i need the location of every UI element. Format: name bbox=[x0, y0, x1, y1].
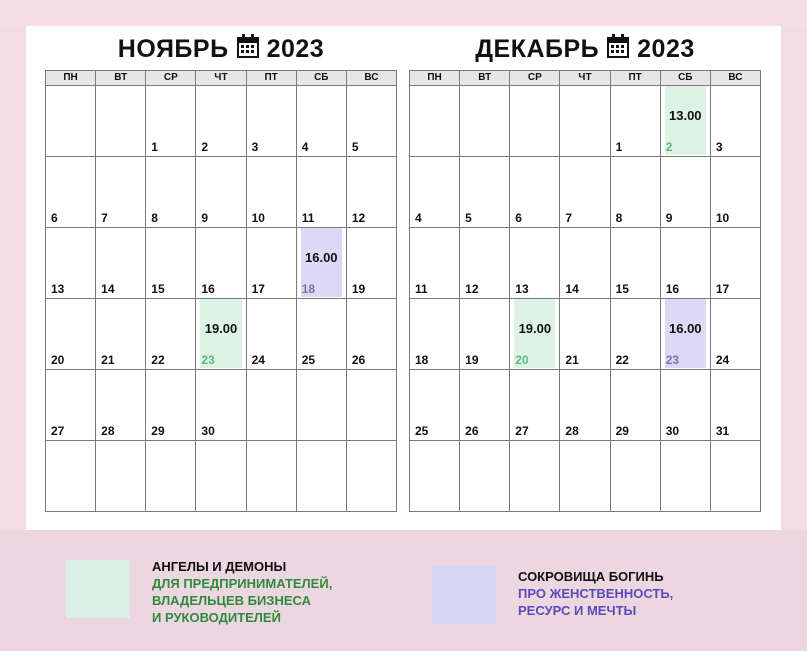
calendar-december bbox=[409, 26, 761, 512]
weekday-label: ПН bbox=[46, 71, 96, 85]
day-number: 12 bbox=[465, 282, 479, 296]
week-row bbox=[410, 370, 760, 441]
day-cell[interactable] bbox=[347, 228, 396, 298]
event-time: 13.00 bbox=[669, 108, 702, 123]
day-cell[interactable] bbox=[46, 441, 96, 511]
day-cell[interactable] bbox=[460, 86, 510, 156]
legend-title: АНГЕЛЫ И ДЕМОНЫ bbox=[152, 559, 287, 574]
week-row bbox=[46, 228, 396, 299]
day-cell[interactable] bbox=[711, 441, 760, 511]
weekday-label: ПТ bbox=[247, 71, 297, 85]
day-number: 11 bbox=[415, 282, 428, 296]
day-number: 20 bbox=[51, 353, 65, 367]
day-cell[interactable] bbox=[460, 157, 510, 227]
calendar-icon bbox=[237, 34, 259, 65]
day-cell[interactable] bbox=[510, 228, 560, 298]
legend-swatch-violet bbox=[432, 566, 496, 624]
day-cell[interactable] bbox=[560, 86, 610, 156]
day-number: 2 bbox=[201, 140, 209, 154]
day-number: 24 bbox=[715, 353, 730, 367]
day-cell[interactable] bbox=[347, 299, 396, 369]
day-cell[interactable] bbox=[711, 228, 760, 298]
day-number: 3 bbox=[715, 140, 723, 154]
day-number: 24 bbox=[251, 353, 265, 367]
day-cell[interactable] bbox=[347, 441, 396, 511]
day-cell[interactable] bbox=[247, 228, 297, 298]
month-name: НОЯБРЬ bbox=[117, 34, 229, 63]
day-cell[interactable] bbox=[410, 370, 460, 440]
day-cell[interactable] bbox=[460, 370, 510, 440]
day-cell[interactable] bbox=[611, 228, 661, 298]
day-cell[interactable] bbox=[46, 299, 96, 369]
day-cell[interactable] bbox=[247, 441, 297, 511]
day-number: 15 bbox=[615, 282, 629, 296]
day-number: 29 bbox=[151, 424, 165, 438]
day-number: 23 bbox=[201, 353, 215, 367]
day-cell[interactable] bbox=[46, 86, 96, 156]
day-number: 7 bbox=[565, 211, 573, 225]
day-cell[interactable] bbox=[247, 370, 297, 440]
day-cell[interactable] bbox=[560, 157, 610, 227]
month-year: 2023 bbox=[637, 34, 695, 63]
month-name: ДЕКАБРЬ bbox=[475, 34, 600, 63]
day-number: 1 bbox=[615, 140, 623, 154]
day-cell[interactable] bbox=[510, 157, 560, 227]
day-number: 19 bbox=[351, 282, 366, 296]
event-time: 16.00 bbox=[669, 321, 702, 336]
day-cell[interactable] bbox=[146, 299, 196, 369]
day-cell[interactable] bbox=[711, 157, 760, 227]
day-number: 23 bbox=[665, 353, 680, 367]
day-cell[interactable] bbox=[146, 86, 196, 156]
day-cell[interactable] bbox=[196, 370, 246, 440]
week-row bbox=[46, 370, 396, 441]
day-cell[interactable] bbox=[247, 157, 297, 227]
day-cell[interactable] bbox=[661, 370, 711, 440]
day-number: 27 bbox=[515, 424, 529, 438]
week-row bbox=[410, 441, 760, 511]
day-cell[interactable] bbox=[347, 370, 396, 440]
legend-line: И РУКОВОДИТЕЛЕЙ bbox=[152, 610, 281, 625]
day-cell[interactable] bbox=[196, 299, 246, 369]
day-number: 17 bbox=[251, 282, 265, 296]
day-cell[interactable] bbox=[96, 441, 146, 511]
weekday-header bbox=[46, 71, 396, 86]
day-number: 11 bbox=[301, 211, 315, 225]
day-number: 22 bbox=[615, 353, 629, 367]
day-cell[interactable] bbox=[661, 86, 711, 156]
day-cell[interactable] bbox=[711, 299, 760, 369]
event-time: 19.00 bbox=[518, 321, 552, 336]
day-cell[interactable] bbox=[297, 299, 347, 369]
day-cell[interactable] bbox=[96, 370, 146, 440]
calendar-icon bbox=[607, 34, 629, 65]
legend-entry-goddesses bbox=[518, 568, 673, 619]
day-number: 8 bbox=[615, 211, 623, 225]
day-number: 30 bbox=[665, 424, 680, 438]
day-cell[interactable] bbox=[510, 370, 560, 440]
day-cell[interactable] bbox=[297, 441, 347, 511]
month-title bbox=[45, 26, 397, 70]
day-cell[interactable] bbox=[297, 157, 347, 227]
day-number: 30 bbox=[201, 424, 215, 438]
day-cell[interactable] bbox=[460, 299, 510, 369]
day-number: 4 bbox=[415, 211, 422, 225]
day-cell[interactable] bbox=[410, 157, 460, 227]
day-number: 31 bbox=[715, 424, 730, 438]
calendar-november bbox=[45, 26, 397, 512]
day-cell[interactable] bbox=[46, 370, 96, 440]
weekday-label: СБ bbox=[661, 71, 711, 85]
day-number: 6 bbox=[51, 211, 58, 225]
day-cell[interactable] bbox=[46, 228, 96, 298]
day-cell[interactable] bbox=[560, 299, 610, 369]
day-number: 15 bbox=[151, 282, 165, 296]
day-cell[interactable] bbox=[347, 157, 396, 227]
calendar-grid bbox=[45, 70, 397, 512]
weekday-label: ЧТ bbox=[196, 71, 246, 85]
day-cell[interactable] bbox=[611, 86, 661, 156]
weekday-label: СР bbox=[146, 71, 196, 85]
day-cell[interactable] bbox=[611, 299, 661, 369]
week-row bbox=[46, 86, 396, 157]
day-cell[interactable] bbox=[96, 157, 146, 227]
top-band bbox=[0, 0, 807, 26]
day-number: 25 bbox=[415, 424, 429, 438]
day-cell[interactable] bbox=[510, 441, 560, 511]
day-cell[interactable] bbox=[560, 370, 610, 440]
weekday-label: ВТ bbox=[460, 71, 510, 85]
day-number: 13 bbox=[515, 282, 529, 296]
day-cell[interactable] bbox=[196, 228, 246, 298]
day-cell[interactable] bbox=[711, 370, 760, 440]
day-number: 10 bbox=[715, 211, 730, 225]
weekday-label: ВС bbox=[728, 72, 743, 83]
week-row bbox=[410, 228, 760, 299]
weekday-label: ПН bbox=[410, 71, 460, 85]
day-number: 9 bbox=[665, 211, 673, 225]
weekday-label: СР bbox=[510, 71, 560, 85]
day-cell[interactable] bbox=[247, 86, 297, 156]
weekday-label: ЧТ bbox=[560, 71, 610, 85]
day-cell[interactable] bbox=[297, 86, 347, 156]
day-cell[interactable] bbox=[460, 228, 510, 298]
day-number: 29 bbox=[615, 424, 629, 438]
calendar-page bbox=[26, 26, 781, 530]
event-time: 16.00 bbox=[305, 250, 338, 265]
day-cell[interactable] bbox=[661, 157, 711, 227]
legend-swatch-green bbox=[66, 560, 130, 618]
day-number: 10 bbox=[251, 211, 265, 225]
day-cell[interactable] bbox=[510, 86, 560, 156]
day-number: 14 bbox=[101, 282, 115, 296]
day-cell[interactable] bbox=[247, 299, 297, 369]
day-number: 7 bbox=[101, 211, 108, 225]
day-number: 3 bbox=[251, 140, 259, 154]
day-cell[interactable] bbox=[510, 299, 560, 369]
day-number: 16 bbox=[665, 282, 680, 296]
week-row bbox=[410, 157, 760, 228]
day-cell[interactable] bbox=[611, 441, 661, 511]
day-number: 26 bbox=[465, 424, 479, 438]
legend-line: ПРО ЖЕНСТВЕННОСТЬ, bbox=[518, 586, 674, 601]
legend-entry-angels bbox=[152, 558, 332, 626]
day-number: 4 bbox=[301, 140, 309, 154]
legend-line: ВЛАДЕЛЬЦЕВ БИЗНЕСА bbox=[152, 593, 311, 608]
day-cell[interactable] bbox=[196, 157, 246, 227]
month-year: 2023 bbox=[266, 34, 325, 63]
day-number: 21 bbox=[565, 353, 579, 367]
day-cell[interactable] bbox=[146, 157, 196, 227]
day-number: 28 bbox=[565, 424, 579, 438]
day-cell[interactable] bbox=[611, 370, 661, 440]
day-cell[interactable] bbox=[96, 299, 146, 369]
event-time: 19.00 bbox=[204, 321, 238, 336]
day-cell[interactable] bbox=[460, 441, 510, 511]
day-cell[interactable] bbox=[297, 228, 347, 298]
weekday-label: СБ bbox=[297, 71, 347, 85]
legend-line: РЕСУРС И МЕЧТЫ bbox=[518, 603, 637, 618]
day-number: 25 bbox=[301, 353, 316, 367]
day-cell[interactable] bbox=[297, 370, 347, 440]
day-number: 21 bbox=[101, 353, 115, 367]
day-cell[interactable] bbox=[661, 228, 711, 298]
day-cell[interactable] bbox=[611, 157, 661, 227]
day-number: 5 bbox=[465, 211, 472, 225]
calendar-grid bbox=[409, 70, 761, 512]
day-cell[interactable] bbox=[46, 157, 96, 227]
weekday-label: ВС bbox=[364, 72, 379, 83]
day-number: 12 bbox=[351, 211, 366, 225]
week-row bbox=[46, 441, 396, 511]
day-number: 19 bbox=[465, 353, 479, 367]
legend-line: ДЛЯ ПРЕДПРИНИМАТЕЛЕЙ, bbox=[152, 576, 333, 591]
day-cell[interactable] bbox=[661, 441, 711, 511]
day-cell[interactable] bbox=[410, 86, 460, 156]
day-number: 14 bbox=[565, 282, 579, 296]
day-number: 9 bbox=[201, 211, 209, 225]
day-cell[interactable] bbox=[410, 299, 460, 369]
day-number: 13 bbox=[51, 282, 65, 296]
day-cell[interactable] bbox=[560, 441, 610, 511]
day-cell[interactable] bbox=[711, 86, 760, 156]
day-number: 28 bbox=[101, 424, 115, 438]
day-number: 5 bbox=[351, 140, 359, 154]
weekday-header bbox=[410, 71, 760, 86]
weekday-label: ПТ bbox=[611, 71, 661, 85]
day-number: 2 bbox=[665, 140, 673, 154]
day-number: 18 bbox=[415, 353, 429, 367]
day-cell[interactable] bbox=[410, 441, 460, 511]
day-number: 20 bbox=[515, 353, 529, 367]
month-title bbox=[409, 26, 761, 70]
day-cell[interactable] bbox=[347, 86, 396, 156]
day-number: 27 bbox=[51, 424, 65, 438]
weekday-label: ВТ bbox=[96, 71, 146, 85]
day-number: 1 bbox=[151, 140, 158, 154]
day-cell[interactable] bbox=[196, 441, 246, 511]
day-number: 18 bbox=[301, 282, 316, 296]
day-cell[interactable] bbox=[96, 228, 146, 298]
day-cell[interactable] bbox=[560, 228, 610, 298]
day-number: 17 bbox=[715, 282, 730, 296]
week-row bbox=[410, 86, 760, 157]
week-row bbox=[410, 299, 760, 370]
day-cell[interactable] bbox=[410, 228, 460, 298]
day-cell[interactable] bbox=[146, 441, 196, 511]
legend-area bbox=[0, 530, 807, 651]
legend-title: СОКРОВИЩА БОГИНЬ bbox=[518, 569, 664, 584]
day-cell[interactable] bbox=[146, 370, 196, 440]
day-number: 6 bbox=[515, 211, 522, 225]
day-cell[interactable] bbox=[146, 228, 196, 298]
week-row bbox=[46, 157, 396, 228]
day-number: 26 bbox=[351, 353, 366, 367]
day-number: 22 bbox=[151, 353, 165, 367]
day-cell[interactable] bbox=[96, 86, 146, 156]
day-cell[interactable] bbox=[196, 86, 246, 156]
week-row bbox=[46, 299, 396, 370]
day-cell[interactable] bbox=[661, 299, 711, 369]
day-number: 16 bbox=[201, 282, 215, 296]
day-number: 8 bbox=[151, 211, 158, 225]
